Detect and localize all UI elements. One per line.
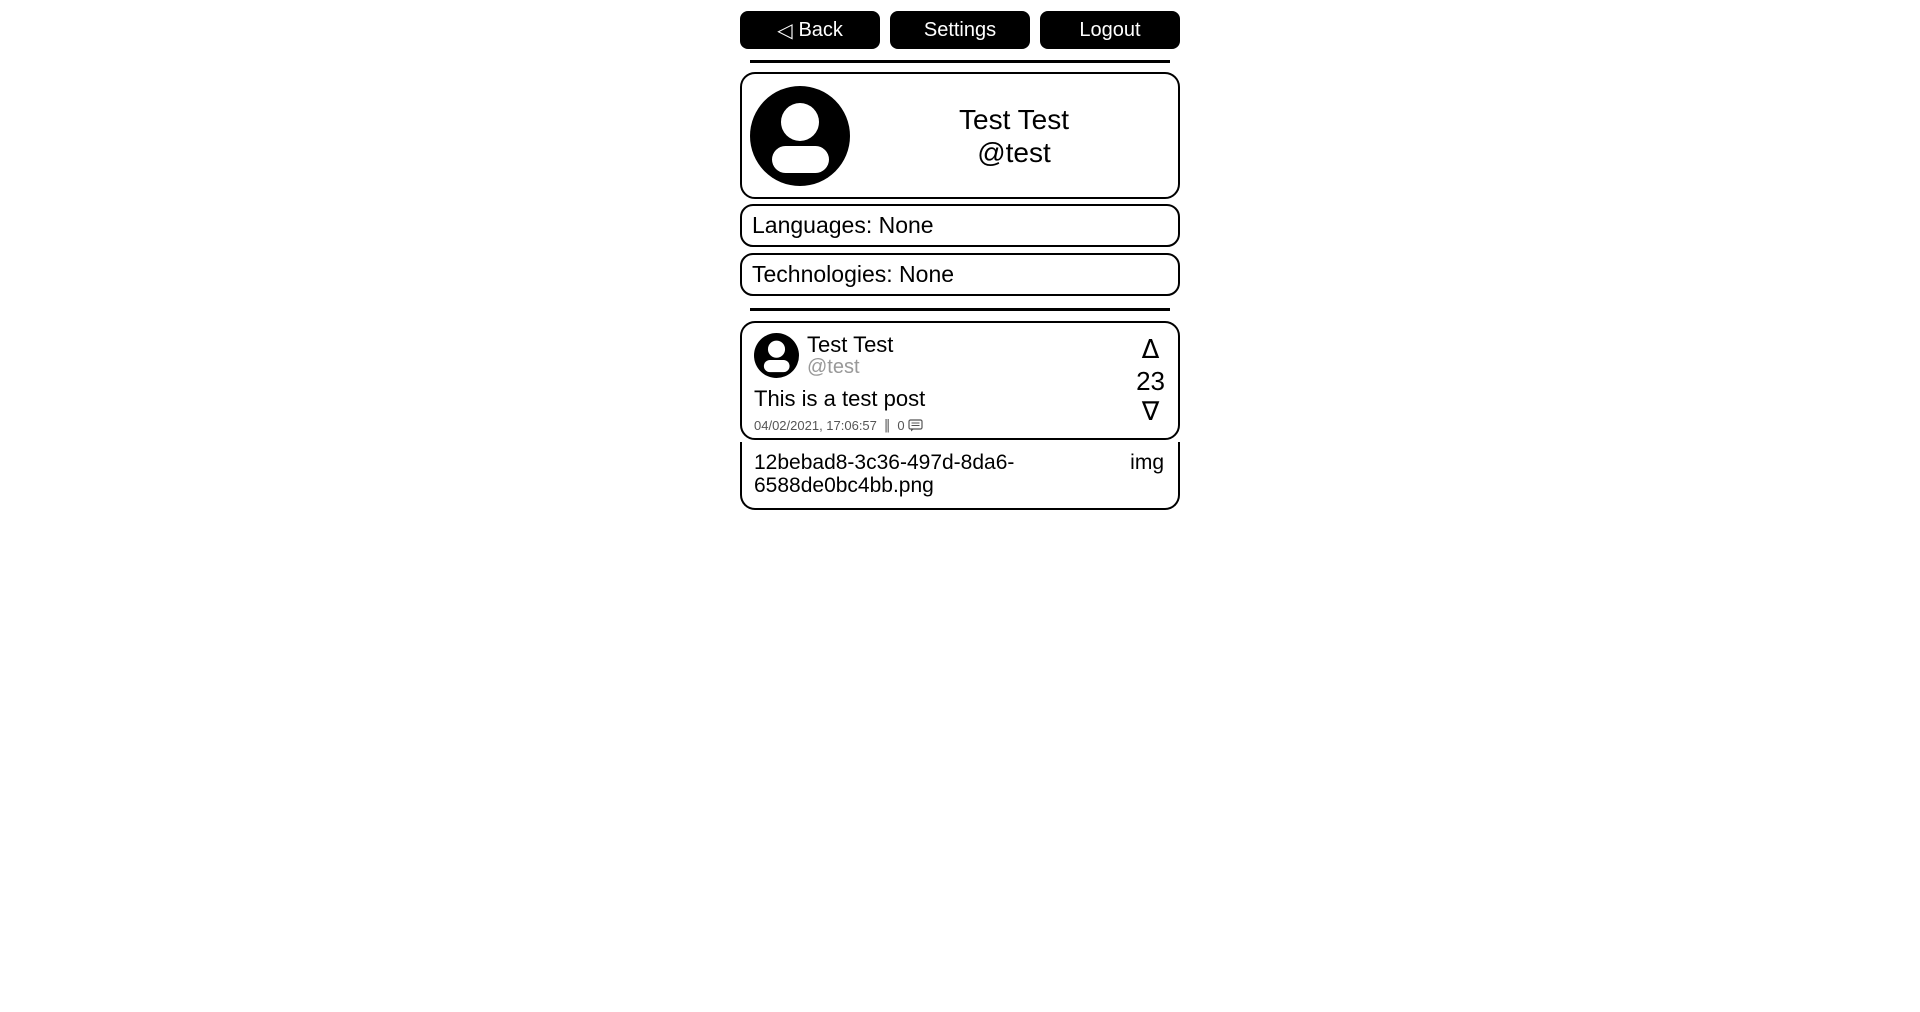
post-author-avatar-icon — [754, 333, 799, 378]
divider-top — [750, 60, 1170, 63]
attachment-filename[interactable]: 12bebad8-3c36-497d-8da6-6588de0bc4bb.png — [754, 451, 1015, 497]
post-main — [742, 323, 1123, 438]
back-button[interactable] — [740, 11, 880, 49]
settings-button-label: Settings — [923, 18, 997, 41]
profile-avatar-icon — [750, 86, 850, 186]
languages-label: Languages: None — [752, 212, 934, 238]
settings-button[interactable] — [890, 11, 1030, 49]
back-button-label: Back — [798, 18, 843, 41]
comment-count-value: 0 — [897, 418, 905, 433]
profile-name: Test Test — [959, 103, 1069, 135]
meta-separator: ‖ — [883, 418, 891, 433]
post-author-name: Test Test — [807, 332, 894, 357]
post-timestamp: 04/02/2021, 17:06:57 — [754, 418, 877, 433]
comment-count — [897, 418, 922, 433]
upvote-button[interactable]: Δ — [1141, 334, 1160, 365]
logout-button-label: Logout — [1079, 18, 1141, 41]
logout-button[interactable] — [1040, 11, 1180, 49]
post-meta — [754, 418, 1123, 433]
main-content — [740, 60, 1180, 510]
technologies-box — [740, 253, 1180, 296]
languages-box — [740, 204, 1180, 247]
comments-bubble-icon — [908, 419, 923, 432]
technologies-label: Technologies: None — [752, 261, 955, 287]
back-triangle-icon: ◁ — [777, 18, 793, 42]
vote-score: 23 — [1136, 365, 1165, 396]
profile-identity — [850, 103, 1178, 169]
post-vote-column — [1123, 323, 1178, 438]
post-author — [807, 333, 893, 378]
attachment-type-badge: img — [1130, 451, 1164, 474]
divider-posts — [750, 308, 1170, 311]
post-header — [754, 333, 1123, 378]
profile-card — [740, 72, 1180, 199]
downvote-button[interactable]: ∇ — [1141, 396, 1160, 427]
post-attachment-row[interactable] — [740, 442, 1180, 510]
post-body-text: This is a test post — [754, 386, 926, 411]
toolbar — [740, 11, 1180, 49]
post-card[interactable] — [740, 321, 1180, 440]
post-author-handle: @test — [807, 356, 860, 378]
profile-handle: @test — [977, 136, 1051, 168]
